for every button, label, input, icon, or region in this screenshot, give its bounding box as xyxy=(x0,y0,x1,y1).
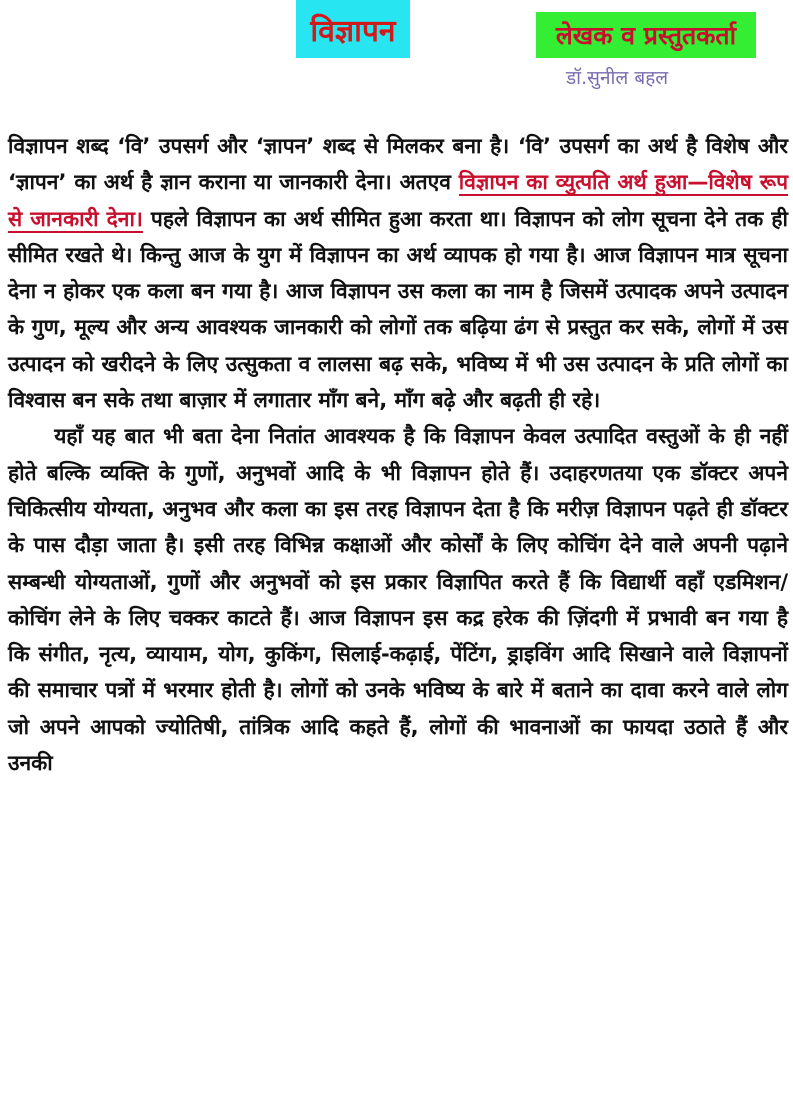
paragraph-1-rest: पहले विज्ञापन का अर्थ सीमित हुआ करता था। विज्ञापन को लोग सूचना देने तक ही सीमित रखते थे। किन्तु आज के युग में विज्ञापन का अर्थ व्यापक हो गया है। आज विज्ञापन मात्र सूचना देना न होकर एक कला बन गया है। आज विज्ञापन उस कला का नाम है जिसमें उत्पादक अपने उत्पादन के गुण, मूल्य और अन्य आवश्यक जानकारी को लोगों तक बढ़िया ढंग से प्रस्तुत कर सके, लोगों में उस उत्पादन को खरीदने के लिए उत्सुकता व लालसा बढ़ सके, भविष्य में भी उस उत्पादन के प्रति लोगों का विश्वास बन सके तथा बाज़ार में लगातार माँग बने, माँग बढ़े और बढ़ती ही रहे। xyxy=(8,206,788,413)
definition-highlight: विज्ञापन का व्युत्पति अर्थ हुआ—विशेष रूप से जानकारी देना। xyxy=(8,170,788,231)
page-title: विज्ञापन xyxy=(310,13,396,49)
article-body xyxy=(8,128,788,781)
paragraph-1-intro: विज्ञापन शब्द ‘वि’ उपसर्ग और ‘ज्ञापन’ शब्द से मिलकर बना है। ‘वि’ उपसर्ग का अर्थ है विशेष और ‘ज्ञापन’ का अर्थ है ज्ञान कराना या जानकारी देना। अतएव xyxy=(8,134,788,195)
author-label-box xyxy=(536,12,756,58)
title-box xyxy=(296,0,410,58)
author-label: लेखक व प्रस्तुतकर्ता xyxy=(555,21,737,50)
paragraph-2: यहाँ यह बात भी बता देना नितांत आवश्यक है कि विज्ञापन केवल उत्पादित वस्तुओं के ही नहीं होते बल्कि व्यक्ति के गुणों, अनुभवों आदि के भी विज्ञापन होते हैं। उदाहरणतया एक डॉक्टर अपने चिकित्सीय योग्यता, अनुभव और कला का इस तरह विज्ञापन देता है कि मरीज़ विज्ञापन पढ़ते ही डॉक्टर के पास दौड़ा जाता है। इसी तरह विभिन्न कक्षाओं और कोर्सों के लिए कोचिंग देने वाले अपनी पढ़ाने सम्बन्धी योग्यताओं, गुणों और अनुभवों को इस प्रकार विज्ञापित करते हैं कि विद्यार्थी वहाँ एडमिशन/कोचिंग लेने के लिए चक्कर काटते हैं। आज विज्ञापन इस कद्र हरेक की ज़िंदगी में प्रभावी बन गया है कि संगीत, नृत्य, व्यायाम, योग, कुकिंग, सिलाई-कढ़ाई, पेंटिंग, ड्राइविंग आदि सिखाने वाले विज्ञापनों की समाचार पत्रों में भरमार होती है। लोगों को उनके भविष्य के बारे में बताने का दावा करने वाले लोग जो अपने आपको ज्योतिषी, तांत्रिक आदि कहते हैं, लोगों की भावनाओं का फायदा उठाते हैं और उनकी xyxy=(8,424,788,776)
paragraph-1 xyxy=(8,128,788,418)
author-name: डॉ.सुनील बहल xyxy=(566,67,669,89)
